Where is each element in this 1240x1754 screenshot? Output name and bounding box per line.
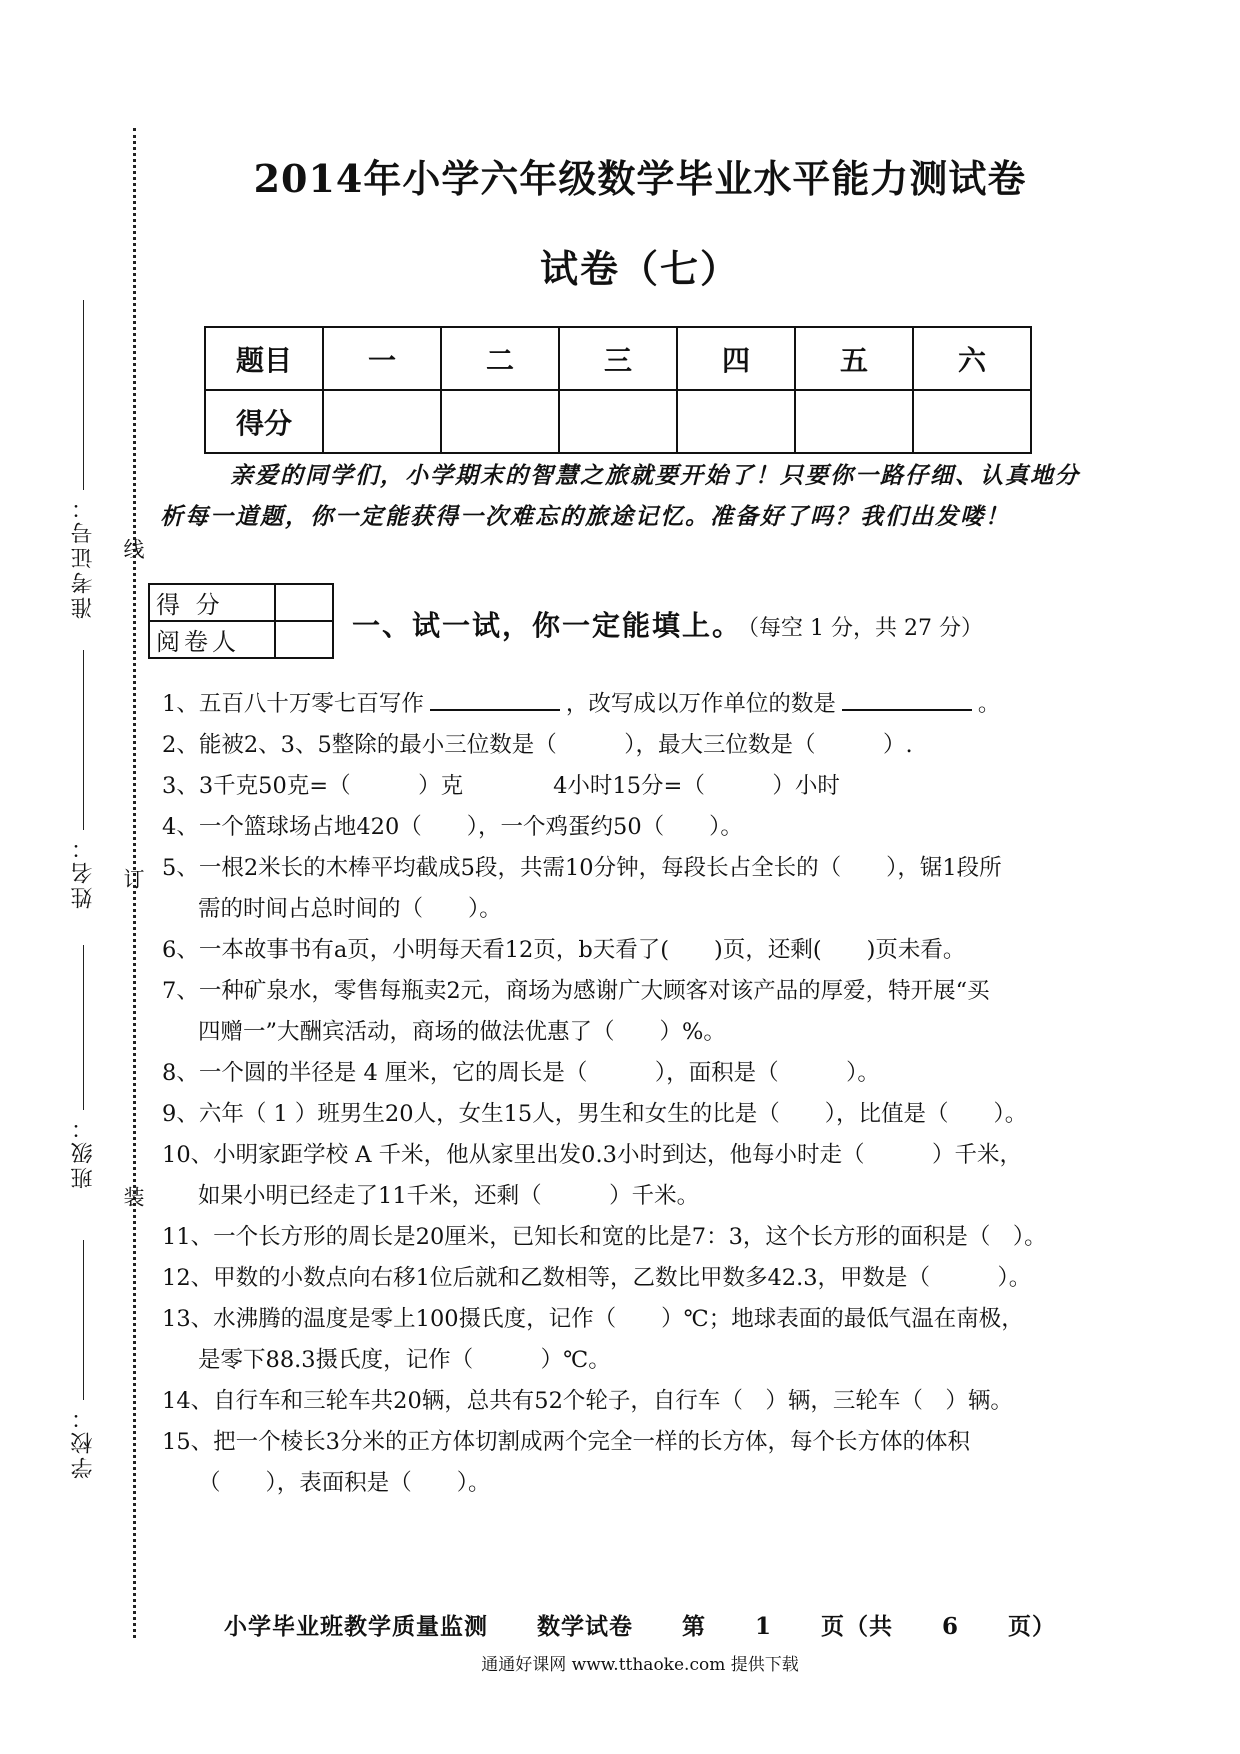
grading-score-label: 得 分 [149, 584, 275, 621]
score-table-header-cell: 一 [323, 327, 441, 390]
question-line: 是零下88.3摄氏度，记作（ ）℃。 [198, 1347, 611, 1373]
question-line: 10、小明家距学校 A 千米，他从家里出发0.3小时到达，他每小时走（ ）千米， [162, 1142, 1022, 1168]
score-cell[interactable] [677, 390, 795, 453]
footer-middle: 数学试卷 [536, 1613, 633, 1640]
exam-number-field[interactable] [68, 300, 99, 619]
question-line: 11、一个长方形的周长是20厘米，已知长和宽的比是7：3，这个长方形的面积是（ ）。 [162, 1224, 1047, 1250]
score-cell[interactable] [559, 390, 677, 453]
exam-subtitle: 试卷（七） [539, 246, 740, 291]
question-text: ，改写成以万作单位的数是 [565, 691, 836, 717]
score-table-score-row [205, 390, 1031, 453]
answer-blank[interactable] [430, 685, 560, 711]
question-text: 1、五百八十万零七百写作 [162, 691, 424, 717]
grading-score-cell[interactable] [275, 584, 333, 621]
question-line: 3、3千克50克=（ ）克 4小时15分=（ ）小时 [162, 773, 840, 799]
question-text: 。 [977, 691, 1001, 717]
question-line: 四赠一”大酬宾活动，商场的做法优惠了（ ）%。 [198, 1019, 726, 1045]
question-line [162, 684, 1092, 725]
intro-paragraph: 亲爱的同学们，小学期末的智慧之旅就要开始了！只要你一路仔细、认真地分析每一道题，你一定能获得一次难忘的旅途记忆。准备好了吗？我们出发喽！ [160, 462, 1080, 530]
score-row-label: 得分 [205, 390, 323, 453]
score-table-header-row [205, 327, 1031, 390]
score-table-header-cell: 三 [559, 327, 677, 390]
score-cell[interactable] [795, 390, 913, 453]
score-table-header-cell: 四 [677, 327, 795, 390]
question-line: 15、把一个棱长3分米的正方体切割成两个完全一样的长方体，每个长方体的体积 [162, 1429, 970, 1455]
question-line: 6、一本故事书有a页，小明每天看12页，b天看了( )页，还剩( )页未看。 [162, 937, 966, 963]
question-line: 8、一个圆的半径是 4 厘米，它的周长是（ ），面积是（ ）。 [162, 1060, 880, 1086]
question-list [162, 684, 1092, 1504]
school-field[interactable] [68, 1240, 99, 1479]
binding-char-xian: 线 [121, 538, 145, 559]
question-line: 14、自行车和三轮车共20辆，总共有52个轮子，自行车（ ）辆，三轮车（ ）辆。 [162, 1388, 1013, 1414]
binding-char-zhuang: 装 [121, 1186, 145, 1207]
section-note: （每空 1 分，共 27 分） [748, 616, 983, 641]
question-line: 需的时间占总时间的（ ）。 [198, 896, 502, 922]
question-line: 如果小明已经走了11千米，还剩（ ）千米。 [198, 1183, 700, 1209]
score-cell[interactable] [441, 390, 559, 453]
score-table-header-cell: 六 [913, 327, 1031, 390]
name-label: 姓名： [71, 834, 96, 909]
footer-left: 小学毕业班教学质量监测 [223, 1613, 488, 1640]
question-line: 5、一根2米长的木棒平均截成5段，共需10分钟，每段长占全长的（ ），锯1段所 [162, 855, 1002, 881]
question-line: 9、六年（ 1 ）班男生20人，女生15人，男生和女生的比是（ ），比值是（ ）。 [162, 1101, 1028, 1127]
question-line: 2、能被2、3、5整除的最小三位数是（ ），最大三位数是（ ）. [162, 732, 913, 758]
grading-grader-cell[interactable] [275, 621, 333, 658]
binding-char-ding: 订 [121, 868, 145, 889]
footer-credit: 通通好课网 www.tthaoke.com 提供下载 [481, 1655, 799, 1675]
question-line: （ ），表面积是（ ）。 [198, 1470, 491, 1496]
grading-grader-label: 阅卷人 [149, 621, 275, 658]
score-table-header-cell: 五 [795, 327, 913, 390]
question-line: 13、水沸腾的温度是零上100摄氏度，记作（ ）℃；地球表面的最低气温在南极， [162, 1306, 1024, 1332]
question-line: 4、一个篮球场占地420（ ），一个鸡蛋约50（ ）。 [162, 814, 743, 840]
score-table-header-cell: 二 [441, 327, 559, 390]
section-heading [352, 604, 983, 644]
score-table-header-cell: 题目 [205, 327, 323, 390]
exam-title: 2014年小学六年级数学毕业水平能力测试卷 [253, 156, 1027, 201]
question-line: 12、甲数的小数点向右移1位后就和乙数相等，乙数比甲数多42.3，甲数是（ ）。 [162, 1265, 1032, 1291]
footer-page-number: 第 1 页（共 6 页） [681, 1613, 1057, 1640]
page-footer [140, 1608, 1140, 1641]
school-label: 学校： [71, 1404, 96, 1479]
name-field[interactable] [68, 650, 99, 909]
score-table [204, 326, 1032, 454]
class-field[interactable] [68, 945, 99, 1189]
class-label: 班级： [71, 1114, 96, 1189]
section-title: 一、试一试，你一定能填上。 [352, 609, 743, 642]
score-cell[interactable] [913, 390, 1031, 453]
answer-blank[interactable] [842, 685, 972, 711]
score-cell[interactable] [323, 390, 441, 453]
exam-number-label: 准考证号： [71, 494, 96, 619]
grading-box [148, 583, 334, 659]
question-line: 7、一种矿泉水，零售每瓶卖2元，商场为感谢广大顾客对该产品的厚爱，特开展“买 [162, 978, 990, 1004]
